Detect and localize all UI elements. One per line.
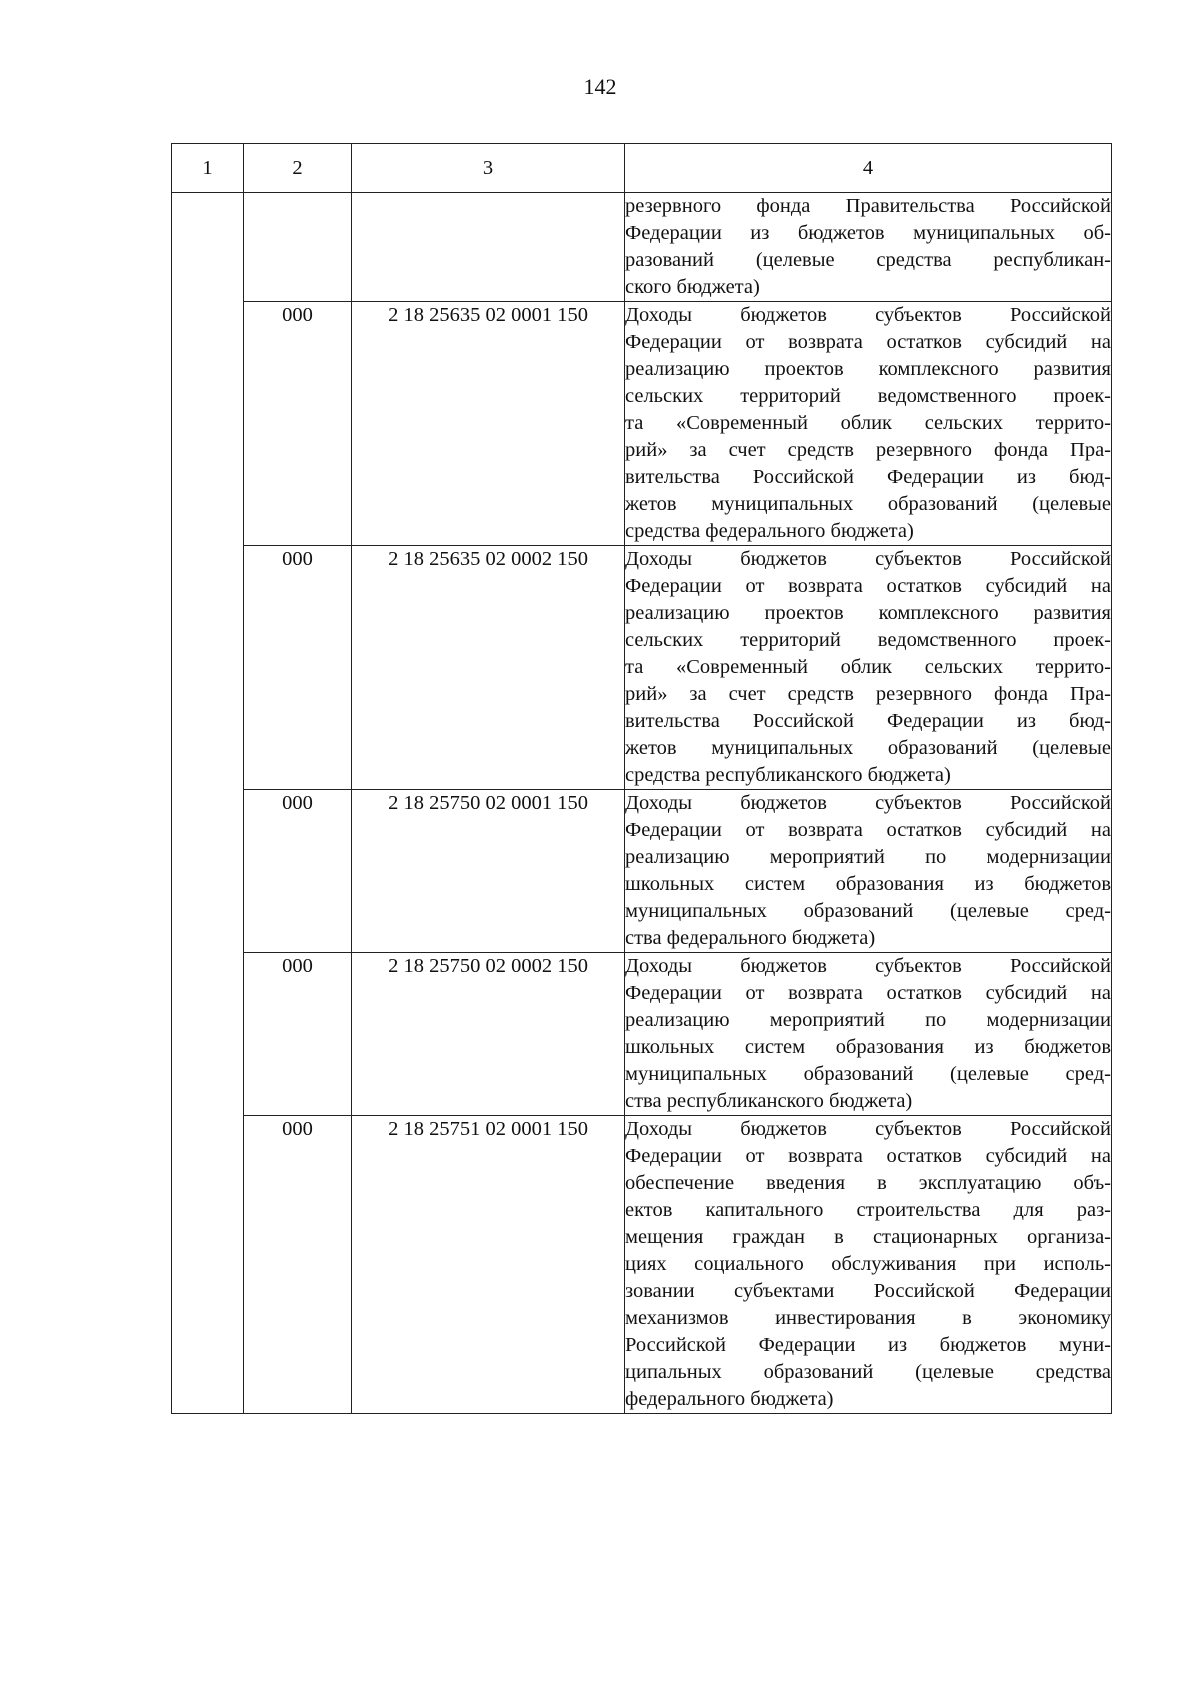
description-line: реализацию проектов комплексного развития [625, 602, 1111, 624]
description-line: ства республиканского бюджета) [625, 1090, 913, 1112]
table-row [172, 790, 1112, 953]
description-line: механизмов инвестирования в экономику [625, 1307, 1111, 1329]
description-line: средства федерального бюджета) [625, 520, 914, 542]
description-line: жетов муниципальных образований (целевые [625, 493, 1111, 515]
table-row [172, 193, 1112, 302]
description-cell [625, 1116, 1112, 1414]
header-col-2: 2 [244, 144, 352, 193]
admin-code-cell: 000 [244, 1116, 352, 1414]
header-row [172, 144, 1112, 193]
admin-code-cell [244, 193, 352, 302]
description-line: муниципальных образований (целевые сред- [625, 1063, 1111, 1085]
description-line: федерального бюджета) [625, 1388, 834, 1410]
description-line: ципальных образований (целевые средства [625, 1361, 1111, 1383]
classification-code-cell [352, 193, 625, 302]
revenue-classification-table [171, 143, 1112, 1414]
description-line: та «Современный облик сельских террито- [625, 412, 1111, 434]
description-line: вительства Российской Федерации из бюд- [625, 466, 1111, 488]
description-line: рий» за счет средств резервного фонда Пра- [625, 683, 1111, 705]
table-row [172, 1116, 1112, 1414]
description-cell [625, 953, 1112, 1116]
header-col-1: 1 [172, 144, 244, 193]
table-body [172, 193, 1112, 1414]
classification-code-cell: 2 18 25635 02 0001 150 [352, 302, 625, 546]
description-line: циях социального обслуживания при исполь- [625, 1253, 1111, 1275]
description-line: сельских территорий ведомственного проек- [625, 385, 1111, 407]
page-number: 142 [583, 74, 617, 99]
description-line: реализацию мероприятий по модернизации [625, 1009, 1111, 1031]
description-cell [625, 302, 1112, 546]
description-line: школьных систем образования из бюджетов [625, 1036, 1111, 1058]
description-line: вительства Российской Федерации из бюд- [625, 710, 1111, 732]
description-line: резервного фонда Правительства Российской [625, 195, 1111, 217]
description-line: школьных систем образования из бюджетов [625, 873, 1111, 895]
admin-code-cell: 000 [244, 546, 352, 790]
description-line: ектов капитального строительства для раз- [625, 1199, 1111, 1221]
description-line: реализацию проектов комплексного развития [625, 358, 1111, 380]
classification-code-cell: 2 18 25635 02 0002 150 [352, 546, 625, 790]
admin-code-cell: 000 [244, 790, 352, 953]
group-cell [172, 193, 244, 1414]
table-row [172, 302, 1112, 546]
description-line: Российской Федерации из бюджетов муни- [625, 1334, 1111, 1356]
description-cell [625, 193, 1112, 302]
description-line: Доходы бюджетов субъектов Российской [625, 548, 1111, 570]
classification-code-cell: 2 18 25751 02 0001 150 [352, 1116, 625, 1414]
admin-code-cell: 000 [244, 953, 352, 1116]
description-line: Федерации от возврата остатков субсидий на [625, 575, 1111, 597]
description-line: Доходы бюджетов субъектов Российской [625, 1118, 1111, 1140]
description-line: муниципальных образований (целевые сред- [625, 900, 1111, 922]
header-col-4: 4 [625, 144, 1112, 193]
description-line: разований (целевые средства республикан- [625, 249, 1111, 271]
description-line: реализацию мероприятий по модернизации [625, 846, 1111, 868]
description-line: Федерации от возврата остатков субсидий на [625, 819, 1111, 841]
description-line: Федерации от возврата остатков субсидий на [625, 982, 1111, 1004]
description-line: сельских территорий ведомственного проек- [625, 629, 1111, 651]
description-line: Федерации от возврата остатков субсидий на [625, 1145, 1111, 1167]
description-cell [625, 546, 1112, 790]
description-line: рий» за счет средств резервного фонда Пра- [625, 439, 1111, 461]
classification-code-cell: 2 18 25750 02 0002 150 [352, 953, 625, 1116]
description-cell [625, 790, 1112, 953]
table-row [172, 546, 1112, 790]
description-line: Федерации из бюджетов муниципальных об- [625, 222, 1111, 244]
description-line: зовании субъектами Российской Федерации [625, 1280, 1111, 1302]
description-line: средства республиканского бюджета) [625, 764, 951, 786]
description-line: обеспечение введения в эксплуатацию объ- [625, 1172, 1111, 1194]
classification-code-cell: 2 18 25750 02 0001 150 [352, 790, 625, 953]
description-line: жетов муниципальных образований (целевые [625, 737, 1111, 759]
table-row [172, 953, 1112, 1116]
description-line: Федерации от возврата остатков субсидий на [625, 331, 1111, 353]
description-line: ства федерального бюджета) [625, 927, 876, 949]
description-line: ского бюджета) [625, 276, 760, 298]
description-line: мещения граждан в стационарных организа- [625, 1226, 1111, 1248]
description-line: та «Современный облик сельских террито- [625, 656, 1111, 678]
description-line: Доходы бюджетов субъектов Российской [625, 304, 1111, 326]
header-col-3: 3 [352, 144, 625, 193]
description-line: Доходы бюджетов субъектов Российской [625, 792, 1111, 814]
description-line: Доходы бюджетов субъектов Российской [625, 955, 1111, 977]
admin-code-cell: 000 [244, 302, 352, 546]
